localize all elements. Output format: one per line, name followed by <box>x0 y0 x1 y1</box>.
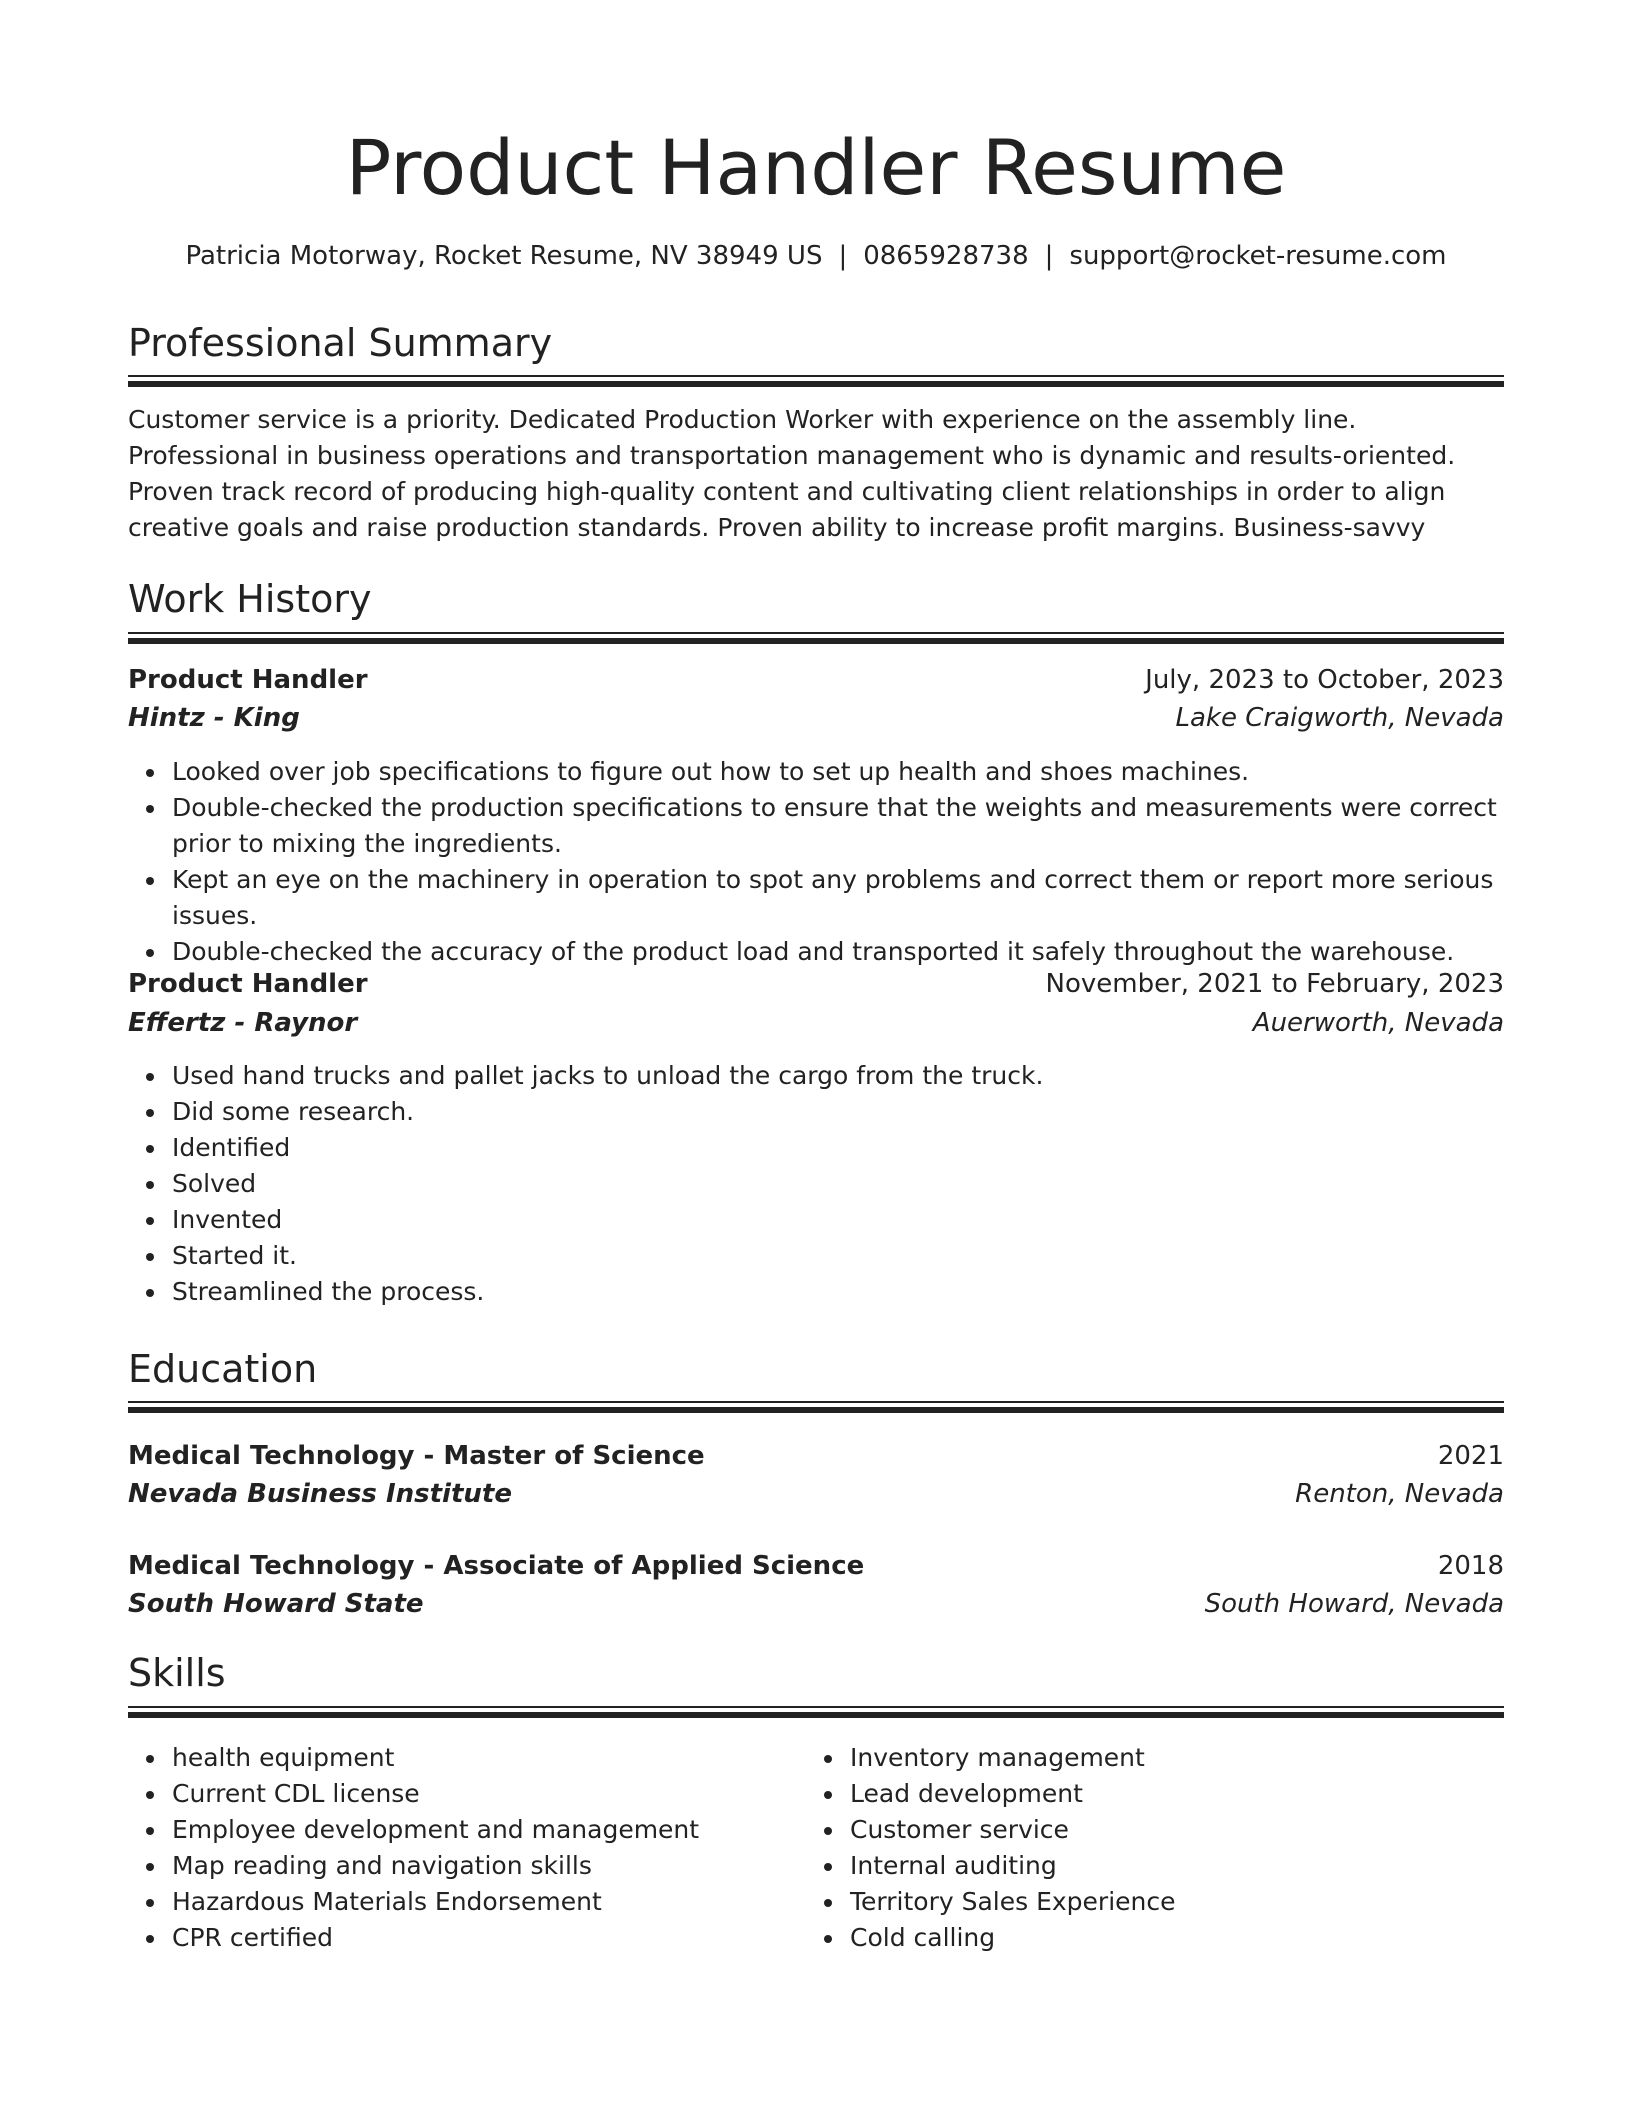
section-heading-skills: Skills <box>128 1651 226 1695</box>
education-subheader <box>128 1476 1504 1512</box>
section-divider <box>128 1401 1504 1415</box>
skill-item: CPR certified <box>172 1920 808 1956</box>
contact-address: Patricia Motorway, Rocket Resume, NV 38949 US <box>185 241 823 271</box>
job-company: Hintz - King <box>128 703 300 733</box>
job-bullets <box>128 1058 1504 1310</box>
education-header <box>128 1548 1504 1584</box>
skill-item: Lead development <box>850 1776 1486 1812</box>
job-header <box>128 966 1504 1002</box>
skill-item: Inventory management <box>850 1740 1486 1776</box>
education-school: Nevada Business Institute <box>128 1479 512 1509</box>
education-school: South Howard State <box>128 1589 424 1619</box>
list-item: Used hand trucks and pallet jacks to unload the cargo from the truck. <box>172 1058 1504 1094</box>
job-title: Product Handler <box>128 969 368 999</box>
list-item: Solved <box>172 1166 1504 1202</box>
skills-list-left <box>128 1740 808 1956</box>
contact-email[interactable]: support@rocket-resume.com <box>1069 241 1447 271</box>
section-divider <box>128 375 1504 389</box>
skill-item: Internal auditing <box>850 1848 1486 1884</box>
education-header <box>128 1438 1504 1474</box>
list-item: Did some research. <box>172 1094 1504 1130</box>
job-header <box>128 662 1504 698</box>
job-dates: November, 2021 to February, 2023 <box>1045 969 1504 999</box>
section-divider <box>128 632 1504 646</box>
skill-item: Cold calling <box>850 1920 1486 1956</box>
list-item: Started it. <box>172 1238 1504 1274</box>
section-heading-work: Work History <box>128 577 372 621</box>
job-subheader <box>128 1005 1504 1041</box>
contact-line <box>128 238 1504 274</box>
contact-separator: | <box>1044 241 1054 271</box>
education-location: Renton, Nevada <box>1295 1479 1504 1509</box>
job-bullets <box>128 754 1504 970</box>
job-location: Lake Craigworth, Nevada <box>1175 703 1504 733</box>
education-year: 2021 <box>1437 1441 1504 1471</box>
job-title: Product Handler <box>128 665 368 695</box>
resume-title: Product Handler Resume <box>345 123 1287 212</box>
skill-item: Map reading and navigation skills <box>172 1848 808 1884</box>
education-subheader <box>128 1586 1504 1622</box>
contact-separator: | <box>838 241 848 271</box>
list-item: Looked over job specifications to figure out how to set up health and shoes machines. <box>172 754 1504 790</box>
list-item: Invented <box>172 1202 1504 1238</box>
skill-item: health equipment <box>172 1740 808 1776</box>
skill-item: Hazardous Materials Endorsement <box>172 1884 808 1920</box>
skills-list-right <box>806 1740 1486 1956</box>
education-degree: Medical Technology - Associate of Applied Science <box>128 1551 865 1581</box>
list-item: Kept an eye on the machinery in operation to spot any problems and correct them or report more serious issues. <box>172 862 1504 934</box>
education-degree: Medical Technology - Master of Science <box>128 1441 705 1471</box>
job-company: Effertz - Raynor <box>128 1008 358 1038</box>
skill-item: Current CDL license <box>172 1776 808 1812</box>
education-location: South Howard, Nevada <box>1204 1589 1504 1619</box>
job-location: Auerworth, Nevada <box>1252 1008 1504 1038</box>
summary-text: Customer service is a priority. Dedicated Production Worker with experience on the assembly line. Professional in business operations and transportation management who is dynamic and results-oriented. Proven track record of producing high-quality content and cultivating client relationships in order to align creative goals and raise production standards. Proven ability to increase profit margins. Business-savvy <box>128 405 1456 542</box>
list-item: Double-checked the production specifications to ensure that the weights and measurements were correct prior to mixing the ingredients. <box>172 790 1504 862</box>
education-year: 2018 <box>1437 1551 1504 1581</box>
job-dates: July, 2023 to October, 2023 <box>1145 665 1504 695</box>
skill-item: Territory Sales Experience <box>850 1884 1486 1920</box>
contact-phone[interactable]: 0865928738 <box>863 241 1029 271</box>
job-subheader <box>128 700 1504 736</box>
section-divider <box>128 1706 1504 1720</box>
section-heading-summary: Professional Summary <box>128 321 553 365</box>
list-item: Double-checked the accuracy of the product load and transported it safely throughout the warehouse. <box>172 934 1504 970</box>
skill-item: Employee development and management <box>172 1812 808 1848</box>
list-item: Streamlined the process. <box>172 1274 1504 1310</box>
section-heading-education: Education <box>128 1347 318 1391</box>
skill-item: Customer service <box>850 1812 1486 1848</box>
list-item: Identified <box>172 1130 1504 1166</box>
